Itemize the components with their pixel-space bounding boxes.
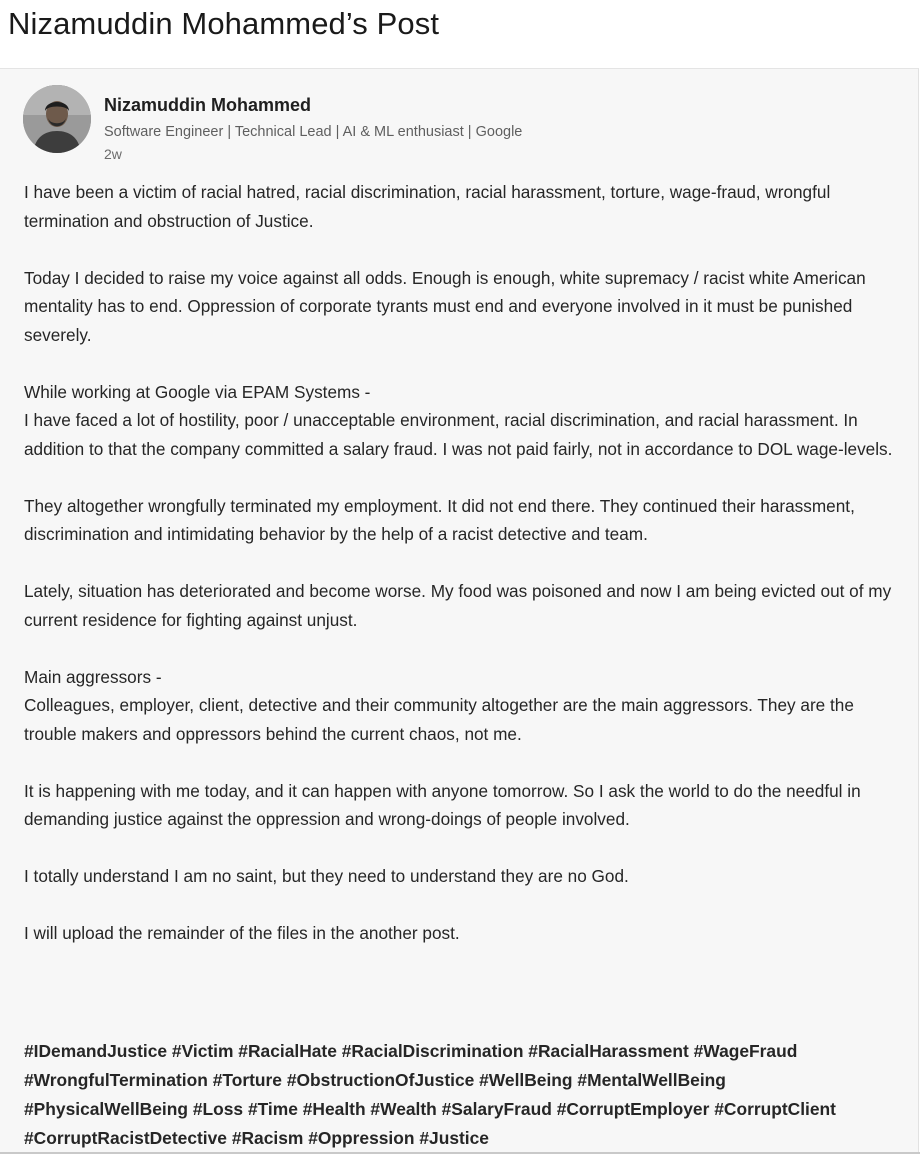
post-paragraph: It is happening with me today, and it can happen with anyone tomorrow. So I ask the world to do the needful in demanding justice against the oppression and wrong-doings of people involved. [24,780,861,829]
bottom-divider [0,1152,920,1154]
hashtag-link[interactable]: #ObstructionOfJustice [286,1070,475,1090]
hashtag-link[interactable]: #Time [247,1099,298,1119]
post-paragraph: Main aggressors - [24,666,162,687]
post-body [24,178,908,976]
hashtag-link[interactable]: #IDemandJustice [24,1041,168,1061]
hashtag-link[interactable]: #Justice [419,1128,489,1148]
hashtag-link[interactable]: #RacialHarassment [528,1041,689,1061]
hashtag-link[interactable]: #CorruptRacistDetective [24,1128,227,1148]
author-avatar[interactable] [23,85,91,153]
hashtag-link[interactable]: #WrongfulTermination [24,1070,208,1090]
avatar-photo-icon [23,85,91,153]
hashtag-link[interactable]: #Wealth [370,1099,437,1119]
hashtag-link[interactable]: #Loss [192,1099,244,1119]
page-title: Nizamuddin Mohammed’s Post [8,6,440,41]
post-paragraph: Colleagues, employer, client, detective and their community altogether are the main aggressors. They are the trouble makers and oppressors behind the current chaos, not me. [24,695,854,744]
post-paragraph: I have faced a lot of hostility, poor / unacceptable environment, racial discrimination, and racial harassment. In addition to that the company committed a salary fraud. I was not paid fairly, not in accordance to DOL wage-levels. [24,410,893,459]
hashtag-link[interactable]: #SalaryFraud [441,1099,552,1119]
post-paragraph: Lately, situation has deteriorated and become worse. My food was poisoned and now I am being evicted out of my current residence for fighting against unjust. [24,581,892,630]
post-paragraph: Today I decided to raise my voice against all odds. Enough is enough, white supremacy / racist white American mentality has to end. Oppression of corporate tyrants must end and everyone involved in it must be punished severely. [24,267,866,345]
hashtag-link[interactable]: #RacialHate [238,1041,337,1061]
hashtag-link[interactable]: #RacialDiscrimination [341,1041,524,1061]
hashtag-link[interactable]: #Health [302,1099,366,1119]
hashtag-link[interactable]: #WageFraud [693,1041,798,1061]
hashtag-link[interactable]: #Victim [171,1041,234,1061]
hashtag-link[interactable]: #Oppression [308,1128,415,1148]
hashtag-link[interactable]: #PhysicalWellBeing [24,1099,188,1119]
hashtag-link[interactable]: #CorruptEmployer [556,1099,710,1119]
hashtag-link[interactable]: #WellBeing [479,1070,573,1090]
hashtag-link[interactable]: #CorruptClient [714,1099,836,1119]
hashtag-link[interactable]: #Racism [231,1128,304,1148]
author-name[interactable]: Nizamuddin Mohammed [104,95,312,115]
hashtag-link[interactable]: #Torture [212,1070,282,1090]
post-paragraph: I totally understand I am no saint, but they need to understand they are no God. [24,866,629,886]
post-timestamp: 2w [104,146,122,162]
post-paragraph: I have been a victim of racial hatred, racial discrimination, racial harassment, torture, wage-fraud, wrongful termination and obstruction of Justice. [24,182,831,231]
post-paragraph: They altogether wrongfully terminated my employment. It did not end there. They continued their harassment, discrimination and intimidating behavior by the help of a racist detective and team. [24,495,855,544]
post-paragraph: I will upload the remainder of the files in the another post. [24,923,460,943]
hashtag-list [24,1037,914,1153]
post-card [0,68,919,1153]
post-paragraph: While working at Google via EPAM Systems - [24,381,371,402]
author-headline: Software Engineer | Technical Lead | AI & ML enthusiast | Google [104,124,523,140]
hashtag-link[interactable]: #MentalWellBeing [577,1070,726,1090]
